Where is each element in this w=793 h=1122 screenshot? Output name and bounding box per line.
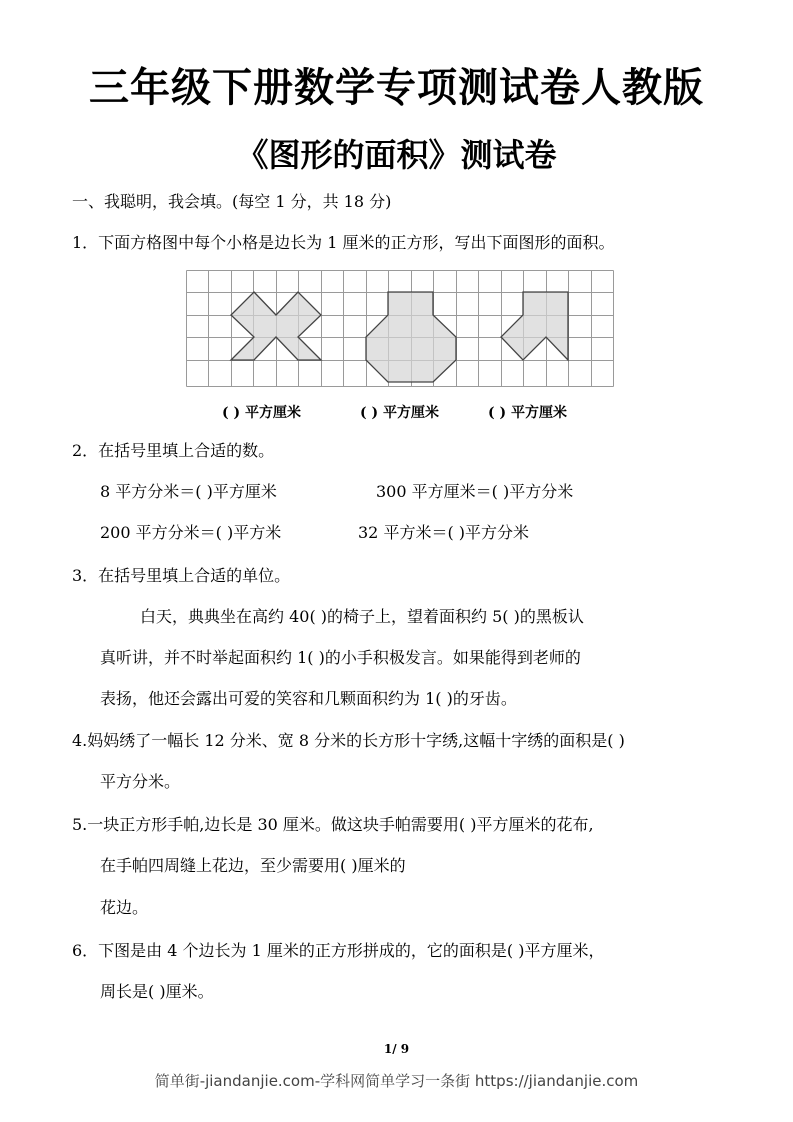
page-subtitle: 《图形的面积》测试卷	[236, 136, 557, 174]
question-3-text: 3．在括号里填上合适的单位。	[72, 566, 291, 585]
question-2-text: 2．在括号里填上合适的数。	[72, 441, 275, 460]
shape-2-caption: ( ) 平方厘米	[360, 405, 439, 421]
question-1-text: 1．下面方格图中每个小格是边长为 1 厘米的正方形，写出下面图形的面积。	[72, 233, 615, 252]
shape-1-caption: ( ) 平方厘米	[222, 405, 301, 421]
shape-2-polygon	[366, 292, 456, 382]
question-6-line-2: 周长是( )厘米。	[100, 982, 214, 1001]
q3-line-3: 表扬，他还会露出可爱的笑容和几颗面积约为 1( )的牙齿。	[100, 689, 517, 708]
grid-figure	[186, 270, 614, 388]
footer-link[interactable]: 简单街-jiandanjie.com-学科网简单学习一条街 https://jiandanjie.com	[154, 1072, 639, 1090]
section-heading: 一、我聪明，我会填。(每空 1 分，共 18 分)	[72, 192, 392, 211]
question-5-line-3: 花边。	[100, 898, 149, 917]
question-6-line-1: 6．下图是由 4 个边长为 1 厘米的正方形拼成的，它的面积是( )平方厘米，	[72, 941, 605, 960]
q2-item-d: 32 平方米＝( )平方分米	[358, 523, 530, 542]
q2-item-c: 200 平方分米＝( )平方米	[100, 523, 282, 542]
question-5-line-1: 5.一块正方形手帕,边长是 30 厘米。做这块手帕需要用( )平方厘米的花布,	[72, 815, 594, 834]
q2-item-b: 300 平方厘米＝( )平方分米	[376, 482, 574, 501]
question-4-line-2: 平方分米。	[100, 772, 181, 791]
shape-3-caption: ( ) 平方厘米	[488, 405, 567, 421]
shape-3-polygon	[501, 292, 568, 360]
question-4-line-1: 4.妈妈绣了一幅长 12 分米、宽 8 分米的长方形十字绣,这幅十字绣的面积是( )	[72, 731, 625, 750]
q2-item-a: 8 平方分米＝( )平方厘米	[100, 482, 277, 501]
page-title: 三年级下册数学专项测试卷人教版	[89, 65, 704, 111]
question-5-line-2: 在手帕四周缝上花边，至少需要用( )厘米的	[100, 856, 406, 875]
page-number: 1/ 9	[383, 1042, 410, 1056]
q3-line-1: 白天，典典坐在高约 40( )的椅子上，望着面积约 5( )的黑板认	[140, 607, 584, 626]
q3-line-2: 真听讲，并不时举起面积约 1( )的小手积极发言。如果能得到老师的	[100, 648, 581, 667]
